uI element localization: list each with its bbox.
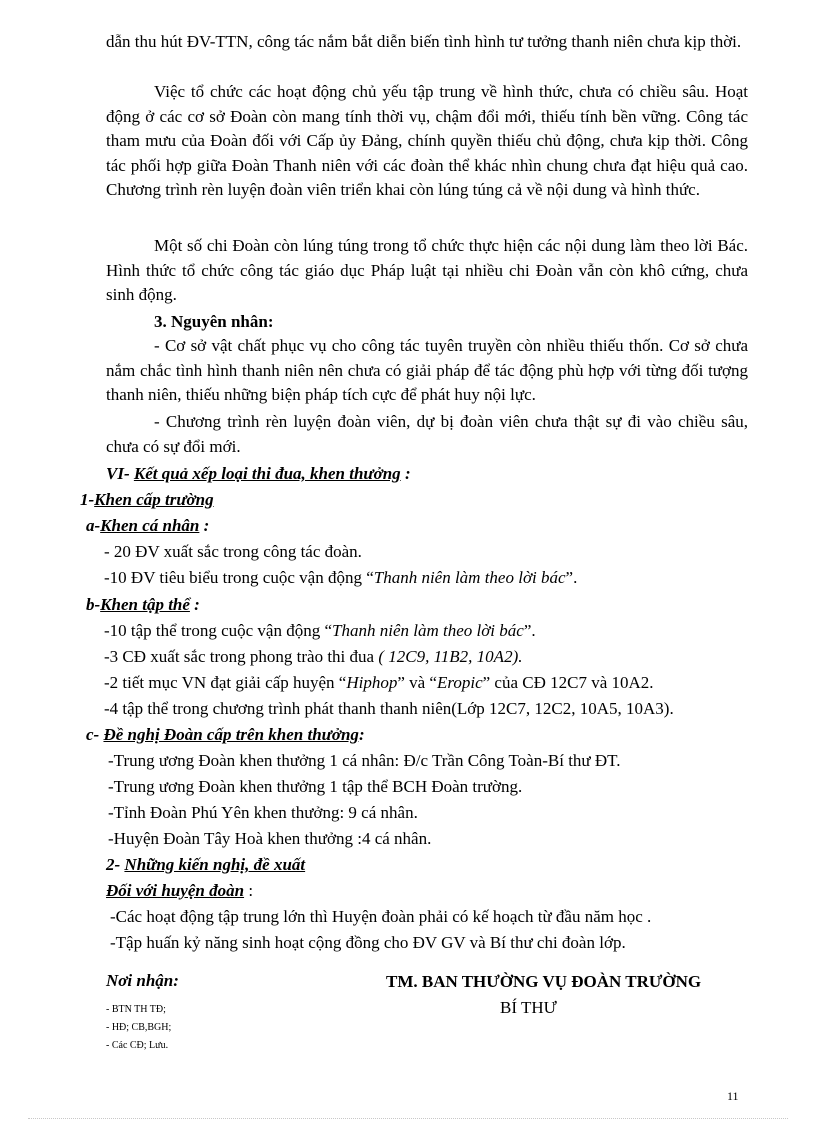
recipients-title: Nơi nhận:	[106, 971, 179, 990]
individual-awards-heading: a-Khen cá nhân :	[86, 516, 210, 535]
collective-awards-heading: b-Khen tập thể :	[86, 595, 200, 614]
recipient-item: - BTN TH TĐ;	[106, 1004, 166, 1015]
paragraph-5: - Chương trình rèn luyện đoàn viên, dự bị đoàn viên chưa thật sự đi vào chiều sâu, chưa có sự đổi mới.	[106, 412, 748, 456]
recipient-item: - HĐ; CB,BGH;	[106, 1022, 172, 1033]
paragraph-3: Một số chi Đoàn còn lúng túng trong tổ chức thực hiện các nội dung làm theo lời Bác. Hình thức tổ chức công tác giáo dục Pháp luật tại nhiều chi Đoàn vẫn còn khô cứng, chưa sinh động.	[106, 236, 748, 305]
recommendation-item: -Các hoạt động tập trung lớn thì Huyện đoàn phải có kế hoạch từ đầu năm học .	[110, 907, 652, 926]
section-6-heading: VI- Kết quả xếp loại thi đua, khen thưởng :	[106, 464, 411, 483]
page-number: 11	[727, 1089, 739, 1103]
school-awards-heading: 1-Khen cấp trường	[80, 490, 214, 509]
proposal-item: -Trung ương Đoàn khen thưởng 1 tập thể BCH Đoàn trường.	[108, 777, 523, 796]
signature-role: BÍ THƯ	[500, 998, 557, 1017]
district-recommendations-heading: Đối với huyện đoàn :	[106, 881, 254, 900]
individual-award-item: -10 ĐV tiêu biểu trong cuộc vận động “Thanh niên làm theo lời bác”.	[104, 568, 578, 587]
collective-award-item: -10 tập thể trong cuộc vận động “Thanh niên làm theo lời bác”.	[104, 621, 536, 640]
signature-org: TM. BAN THƯỜNG VỤ ĐOÀN TRƯỜNG	[386, 972, 702, 991]
heading-causes: 3. Nguyên nhân:	[154, 312, 274, 331]
paragraph-4: - Cơ sở vật chất phục vụ cho công tác tuyên truyền còn nhiều thiếu thốn. Cơ sở chưa nắm chắc tình hình thanh niên nên chưa có giải pháp để tác động phù hợp với từng đối tượng thanh niên, thiếu những biện pháp tích cực để phát huy nội lực.	[106, 336, 748, 405]
collective-award-item: -3 CĐ xuất sắc trong phong trào thi đua ( 12C9, 11B2, 10A2).	[104, 647, 523, 666]
paragraph-2: Việc tổ chức các hoạt động chủ yếu tập trung về hình thức, chưa có chiều sâu. Hoạt động ở các cơ sở Đoàn còn mang tính thời vụ, chậm đổi mới, thiếu tính bền vững. Công tác tham mưu của Đoàn đối với Cấp ủy Đảng, chính quyền thiếu chủ động, chưa kịp thời. Công tác phối hợp giữa Đoàn Thanh niên với các đoàn thể khác nhìn chung chưa đạt hiệu quả cao. Chương trình rèn luyện đoàn viên triển khai còn lúng túng cả về nội dung và hình thức.	[106, 82, 748, 200]
recommendation-item: -Tập huấn kỷ năng sinh hoạt cộng đồng cho ĐV GV và Bí thư chi đoàn lớp.	[110, 933, 626, 952]
proposal-item: -Trung ương Đoàn khen thưởng 1 cá nhân: Đ/c Trần Công Toàn-Bí thư ĐT.	[108, 751, 621, 770]
individual-award-item: - 20 ĐV xuất sắc trong công tác đoàn.	[104, 542, 362, 561]
recommendations-heading: 2- Những kiến nghị, đề xuất	[106, 855, 306, 874]
recipient-item: - Các CĐ; Lưu.	[106, 1040, 169, 1051]
page-divider	[28, 1118, 788, 1119]
proposal-item: -Tỉnh Đoàn Phú Yên khen thưởng: 9 cá nhân.	[108, 803, 418, 822]
collective-award-item: -4 tập thể trong chương trình phát thanh thanh niên(Lớp 12C7, 12C2, 10A5, 10A3).	[104, 699, 674, 718]
collective-award-item: -2 tiết mục VN đạt giải cấp huyện “Hiphop” và “Eropic” của CĐ 12C7 và 10A2.	[104, 673, 654, 692]
paragraph-1: dẫn thu hút ĐV-TTN, công tác nắm bắt diễn biến tình hình tư tưởng thanh niên chưa kịp thời.	[106, 32, 742, 51]
proposal-heading: c- Đề nghị Đoàn cấp trên khen thưởng:	[86, 725, 365, 744]
proposal-item: -Huyện Đoàn Tây Hoà khen thưởng :4 cá nhân.	[108, 829, 432, 848]
